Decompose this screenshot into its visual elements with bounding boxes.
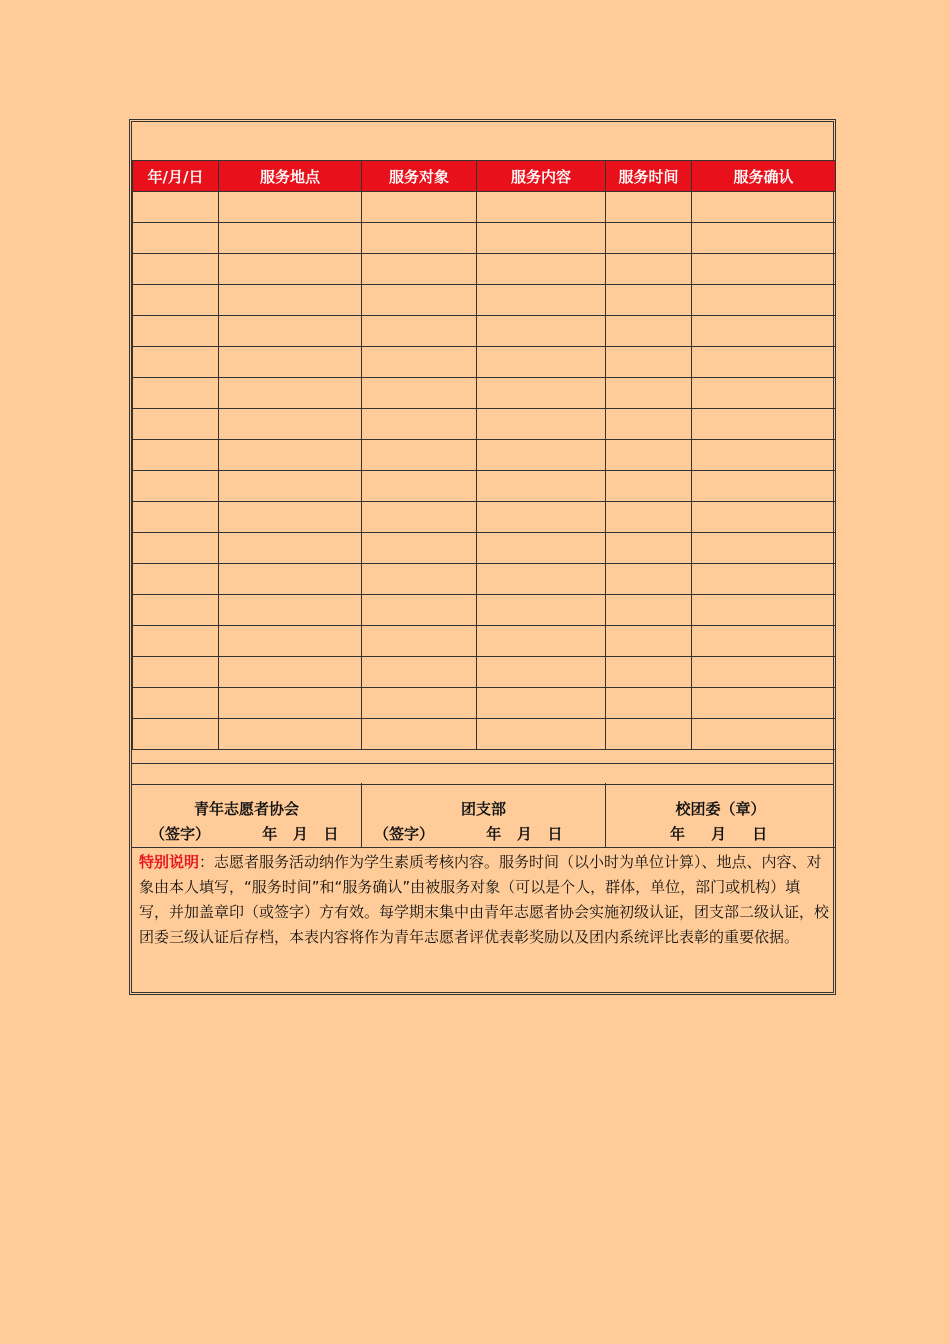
special-note-text: ：志愿者服务活动纳作为学生素质考核内容。服务时间（以小时为单位计算）、地点、内容、对象由本人填写，“服务时间”和“服务确认”由被服务对象（可以是个人，群体，单位，部门或机构）填写，并加盖章印（或签字）方有效。每学期末集中由青年志愿者协会实施初级认证，团支部二级认证，校团委三级认证后存档，本表内容将作为青年志愿者评优表彰奖励以及团内系统评比表彰的重要依据。 [139,853,830,946]
table-cell[interactable] [477,471,606,502]
column-header-recipient: 服务对象 [362,161,477,192]
table-cell[interactable] [133,688,219,719]
table-row [133,657,836,688]
table-cell[interactable] [477,347,606,378]
table-cell[interactable] [606,440,692,471]
table-cell[interactable] [362,533,477,564]
table-cell[interactable] [362,626,477,657]
table-cell[interactable] [219,626,362,657]
table-cell[interactable] [606,688,692,719]
table-cell[interactable] [477,223,606,254]
table-cell[interactable] [133,223,219,254]
table-cell[interactable] [362,719,477,750]
service-record-form [129,119,836,995]
table-cell[interactable] [362,440,477,471]
table-cell[interactable] [477,595,606,626]
table-cell[interactable] [362,688,477,719]
table-cell[interactable] [362,502,477,533]
table-cell[interactable] [606,502,692,533]
table-cell[interactable] [133,347,219,378]
column-header-location: 服务地点 [219,161,362,192]
signature-row [132,783,835,848]
special-note-label: 特别说明 [139,853,200,871]
table-cell[interactable] [606,316,692,347]
table-row [133,440,836,471]
table-cell[interactable] [362,223,477,254]
table-row [133,347,836,378]
table-cell[interactable] [219,657,362,688]
column-header-date: 年/月/日 [133,161,219,192]
column-header-hours: 服务时间 [606,161,692,192]
table-cell[interactable] [692,657,836,688]
table-cell[interactable] [606,564,692,595]
table-cell[interactable] [133,316,219,347]
table-row [133,223,836,254]
table-cell[interactable] [219,533,362,564]
table-cell[interactable] [692,192,836,223]
table-cell[interactable] [362,285,477,316]
title-band [132,122,833,161]
table-cell[interactable] [692,254,836,285]
special-note [139,850,829,950]
table-cell[interactable] [362,409,477,440]
table-cell[interactable] [219,223,362,254]
table-row [133,378,836,409]
table-cell[interactable] [219,409,362,440]
table-cell[interactable] [362,378,477,409]
table-cell[interactable] [362,192,477,223]
table-header-row [133,161,836,192]
table-cell[interactable] [692,316,836,347]
table-cell[interactable] [133,285,219,316]
table-cell[interactable] [692,533,836,564]
signature-org-name: 青年志愿者协会 [193,800,299,818]
table-cell[interactable] [692,471,836,502]
table-cell[interactable] [606,285,692,316]
table-cell[interactable] [692,347,836,378]
table-row [133,192,836,223]
table-cell[interactable] [606,223,692,254]
signature-cell-league-branch [361,783,605,847]
table-row [133,595,836,626]
column-header-content: 服务内容 [477,161,606,192]
table-cell[interactable] [477,378,606,409]
table-cell[interactable] [477,440,606,471]
table-cell[interactable] [692,409,836,440]
table-row [133,626,836,657]
table-cell[interactable] [606,533,692,564]
service-log-table [132,160,836,750]
table-cell[interactable] [477,533,606,564]
signature-cell-volunteer-association [132,783,361,847]
table-cell[interactable] [362,316,477,347]
table-cell[interactable] [692,502,836,533]
table-cell[interactable] [692,440,836,471]
table-cell[interactable] [606,347,692,378]
table-cell[interactable] [133,564,219,595]
table-cell[interactable] [477,626,606,657]
table-cell[interactable] [219,347,362,378]
signature-date-line: 年 月 日 [670,825,768,843]
table-cell[interactable] [477,192,606,223]
table-cell[interactable] [133,719,219,750]
table-cell[interactable] [362,657,477,688]
table-cell[interactable] [477,285,606,316]
table-cell[interactable] [692,564,836,595]
table-cell[interactable] [362,254,477,285]
table-cell[interactable] [477,254,606,285]
table-cell[interactable] [219,502,362,533]
table-cell[interactable] [219,564,362,595]
table-cell[interactable] [692,688,836,719]
table-cell[interactable] [477,316,606,347]
table-cell[interactable] [606,192,692,223]
table-cell[interactable] [133,626,219,657]
table-cell[interactable] [219,192,362,223]
table-cell[interactable] [219,471,362,502]
table-cell[interactable] [692,285,836,316]
table-cell[interactable] [477,719,606,750]
table-cell[interactable] [692,595,836,626]
table-cell[interactable] [133,192,219,223]
table-cell[interactable] [362,564,477,595]
table-row [133,285,836,316]
table-cell[interactable] [692,223,836,254]
column-header-confirmation: 服务确认 [692,161,836,192]
signature-date-line: （签字） 年 月 日 [150,825,339,843]
table-cell[interactable] [477,688,606,719]
spacer-row [132,763,833,785]
signature-date-line: （签字） 年 月 日 [374,825,563,843]
signature-org-name: 团支部 [460,800,506,818]
table-cell[interactable] [692,626,836,657]
signature-cell-school-league [605,783,835,847]
table-cell[interactable] [133,657,219,688]
table-row [133,688,836,719]
table-cell[interactable] [362,347,477,378]
table-cell[interactable] [133,595,219,626]
table-cell[interactable] [219,285,362,316]
table-row [133,533,836,564]
table-cell[interactable] [606,471,692,502]
table-cell[interactable] [219,719,362,750]
table-cell[interactable] [692,378,836,409]
table-cell[interactable] [219,688,362,719]
table-cell[interactable] [477,657,606,688]
table-cell[interactable] [692,719,836,750]
table-cell[interactable] [477,564,606,595]
table-cell[interactable] [133,254,219,285]
table-cell[interactable] [133,378,219,409]
table-cell[interactable] [606,595,692,626]
table-row [133,719,836,750]
table-cell[interactable] [133,533,219,564]
table-cell[interactable] [606,626,692,657]
table-cell[interactable] [362,471,477,502]
table-cell[interactable] [606,657,692,688]
table-cell[interactable] [219,316,362,347]
table-cell[interactable] [219,440,362,471]
signature-org-name: 校团委（章） [675,800,766,818]
table-cell[interactable] [606,719,692,750]
table-cell[interactable] [133,502,219,533]
table-cell[interactable] [477,502,606,533]
table-cell[interactable] [477,409,606,440]
table-cell[interactable] [133,409,219,440]
table-cell[interactable] [606,378,692,409]
table-row [133,502,836,533]
table-cell[interactable] [133,440,219,471]
table-row [133,564,836,595]
table-row [133,254,836,285]
table-cell[interactable] [606,254,692,285]
table-cell[interactable] [362,595,477,626]
table-cell[interactable] [133,471,219,502]
table-row [133,471,836,502]
table-cell[interactable] [219,378,362,409]
table-cell[interactable] [606,409,692,440]
table-cell[interactable] [219,254,362,285]
table-cell[interactable] [219,595,362,626]
table-row [133,316,836,347]
table-row [133,409,836,440]
